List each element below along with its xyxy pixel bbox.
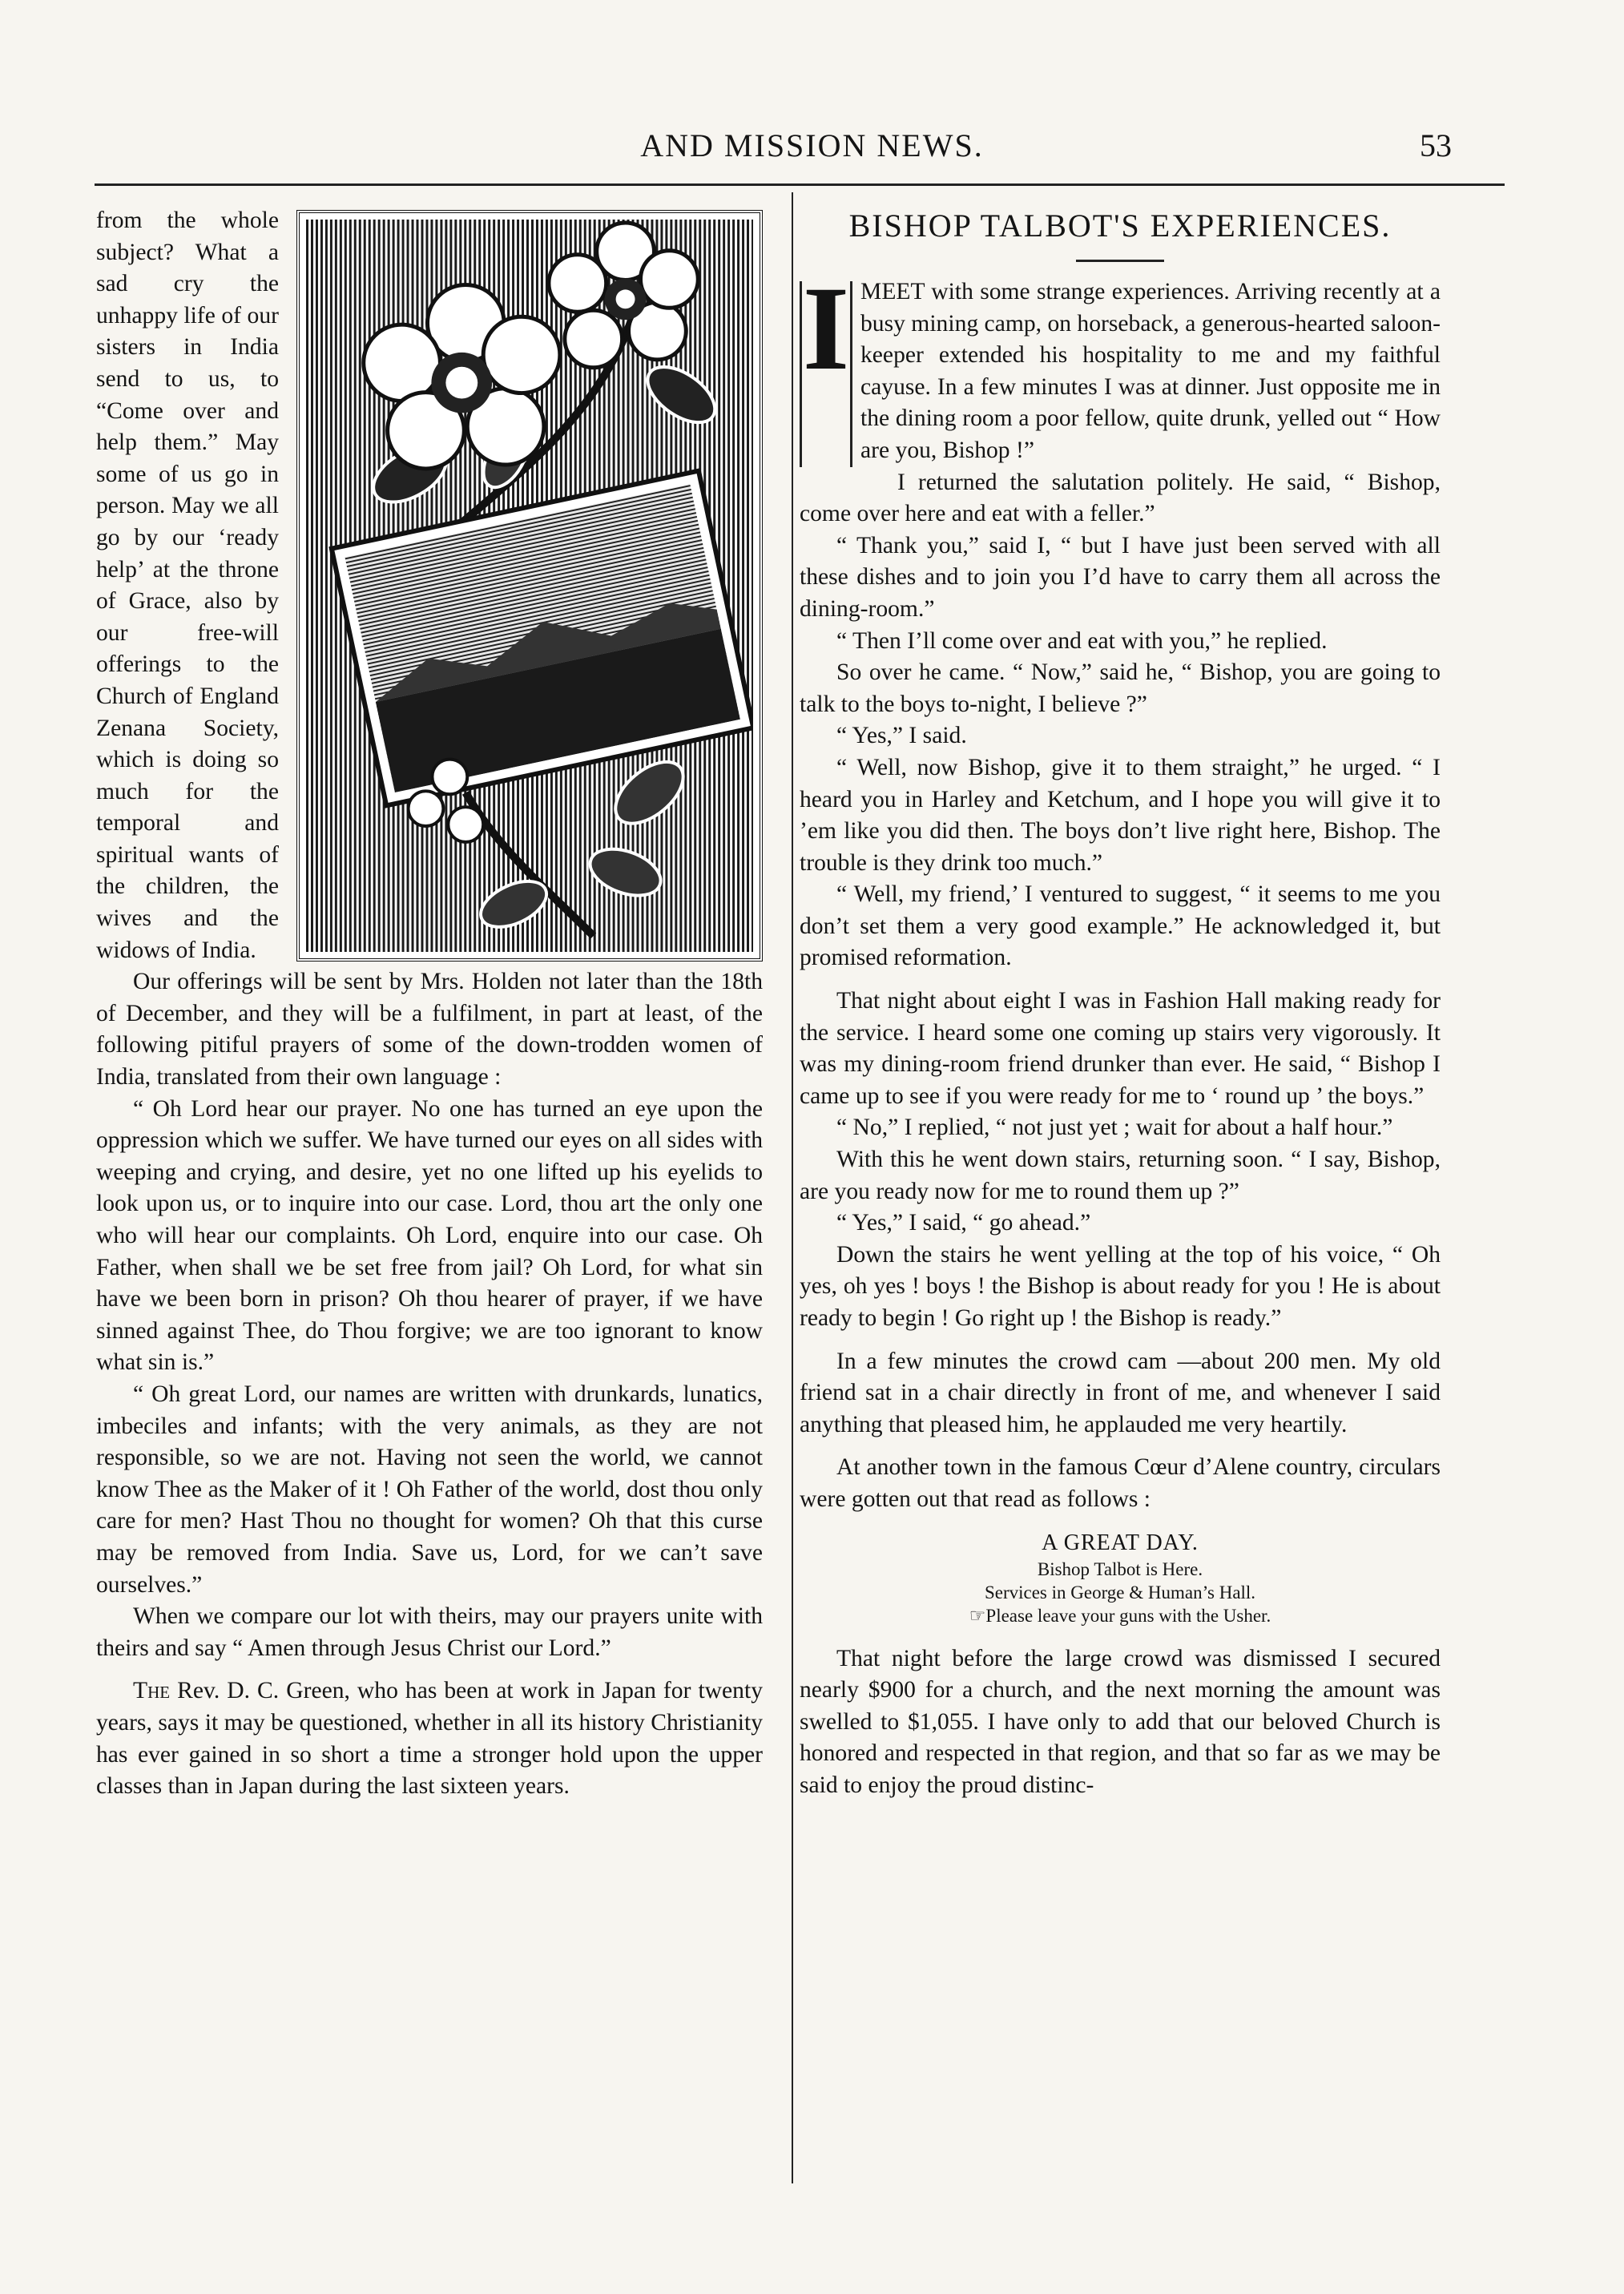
article-title: BISHOP TALBOT'S EXPERIENCES. [848,208,1392,244]
paragraph: Down the stairs he went yelling at the top of his voice, “ Oh yes, oh yes ! boys ! the Bishop is about ready for you ! He is about ready to begin ! Go right up ! the Bishop is ready.” [800,1241,1441,1331]
paragraph: “ Well, now Bishop, give it to them straight,” he urged. “ I heard you in Harley and Ketchum, and I hope you will give it to ’em like you did then. The boys don’t live right here, Bishop. The trouble is they drink too much.” [800,754,1441,876]
paragraph: At another town in the famous Cœur d’Alene country, circulars were gotten out that read as follows : [800,1454,1441,1512]
title-rule [1076,260,1164,262]
paragraph: “ Yes,” I said, “ go ahead.” [836,1210,1091,1236]
paragraph: “ Oh great Lord, our names are written with drunkards, lunatics, imbeciles and infants; with the very animals, as they are not responsible, so we are not. Having not seen the world, we cannot know Thee as the Maker of it ! Oh Father of the world, dost thou only care for men? Hast Thou no thought for women? Oh that this curse may be removed from India. Save us, Lord, for we can’t save ourselves.” [96,1381,763,1598]
paragraph: So over he came. “ Now,” said he, “ Bishop, you are going to talk to the boys to-night, I believe ?” [800,659,1441,717]
first-paragraph [800,262,1441,467]
notice-line: Bishop Talbot is Here. [1037,1558,1203,1579]
closing-paragraph: That night before the large crowd was dismissed I secured nearly $900 for a church, and the next morning the amount was swelled to $1,055. I have only to add that our beloved Church is honored and respected in that region, and that so far as we may be said to enjoy the proud distinc- [800,1645,1441,1798]
paragraph: Our offerings will be sent by Mrs. Holden not later than the 18th of December, and they will be a fulfilment, in part at least, of the following pitiful prayers of some of the down-trodden women of India, translated from their own language : [96,969,763,1091]
green-paragraph [96,1675,763,1802]
notice-line: ☞Please leave your guns with the Usher. [969,1605,1271,1626]
first-paragraph-text: MEET with some strange experiences. Arriving recently at a busy mining camp, on horseback, a generous-hearted saloon-keeper extended his hospitality to me and my faithful cayuse. In a few minutes I was at dinner. Just opposite me in the dining room a poor fellow, quite drunk, yelled out “ How are you, Bishop !” [860,279,1441,463]
wild-rose-engraving-icon [296,210,763,962]
paragraph: When we compare our lot with theirs, may our prayers unite with theirs and say “ Amen through Jesus Christ our Lord.” [96,1603,763,1661]
paragraph: “ Then I’ll come over and eat with you,” he replied. [836,627,1328,654]
paragraph: “ Thank you,” said I, “ but I have just been served with all these dishes and to join you I’d have to carry them all across the dining-room.” [800,532,1441,622]
circular-notice [800,1529,1441,1627]
header-rule [95,183,1505,186]
paragraph: from the whole subject? What a sad cry the unhappy life of our sisters in India send to us, to “Come over and help them.” May some of us go in person. May we all go by our ‘ready help’ at the throne of Grace, also by our free-will offerings to the Church of England Zenana Society, which is doing so much for the temporal and spiritual wants of the children, the wives and the widows of India. [96,208,279,963]
paragraph: “ No,” I replied, “ not just yet ; wait for about a half hour.” [836,1115,1393,1141]
paragraph: In a few minutes the crowd cam —about 200 men. My old friend sat in a chair directly in front of me, and whenever I said anything that pleased him, he applauded me very heartily. [800,1348,1441,1437]
page-number: 53 [1420,127,1452,163]
notice-line: Services in George & Human’s Hall. [984,1582,1256,1603]
engraving-art [306,220,753,952]
right-column [800,202,1441,1802]
drop-cap: I [800,281,852,467]
column-divider [792,192,793,2183]
left-column [96,205,763,1803]
paragraph: I returned the salutation politely. He said, “ Bishop, come over here and eat with a feller.” [800,469,1441,527]
paragraph: “ Yes,” I said. [836,723,967,749]
green-rest: Rev. D. C. Green, who has been at work in Japan for twenty years, says it may be questioned, whether in all its history Christianity has ever gained in so short a time a stronger hold upon the upper classes than in Japan during the last sixteen years. [96,1678,763,1800]
paragraph: “ Well, my friend,’ I ventured to suggest, “ it seems to me you don’t set them a very good example.” He acknowledged it, but promised reformation. [800,881,1441,971]
paragraph: That night about eight I was in Fashion Hall making ready for the service. I heard some one coming up stairs very vigorously. It was my dining-room friend drunker than ever. He said, “ Bishop I came up to see if you were ready for me to ‘ round up ’ the boys.” [800,988,1441,1109]
paragraph: “ Oh Lord hear our prayer. No one has turned an eye upon the oppression which we suffer. We have turned our eyes on all sides with weeping and crying, and desire, yet no one lifted up his eyelids to look upon us, or to inquire into our case. Lord, thou art the only one who will hear our complaints. Oh Lord, enquire into our case. Oh Father, when shall we be set free from jail? Oh Lord, for what sin have we been born in prison? Oh thou hearer of prayer, if we have sinned against Thee, do Thou forgive; we are too ignorant to know what sin is.” [96,1095,763,1376]
paragraph: With this he went down stairs, returning soon. “ I say, Bishop, are you ready now for me to round them up ?” [800,1147,1441,1204]
green-lead: The [133,1678,171,1704]
running-header: AND MISSION NEWS. [640,127,984,163]
notice-heading: A GREAT DAY. [1042,1530,1199,1555]
